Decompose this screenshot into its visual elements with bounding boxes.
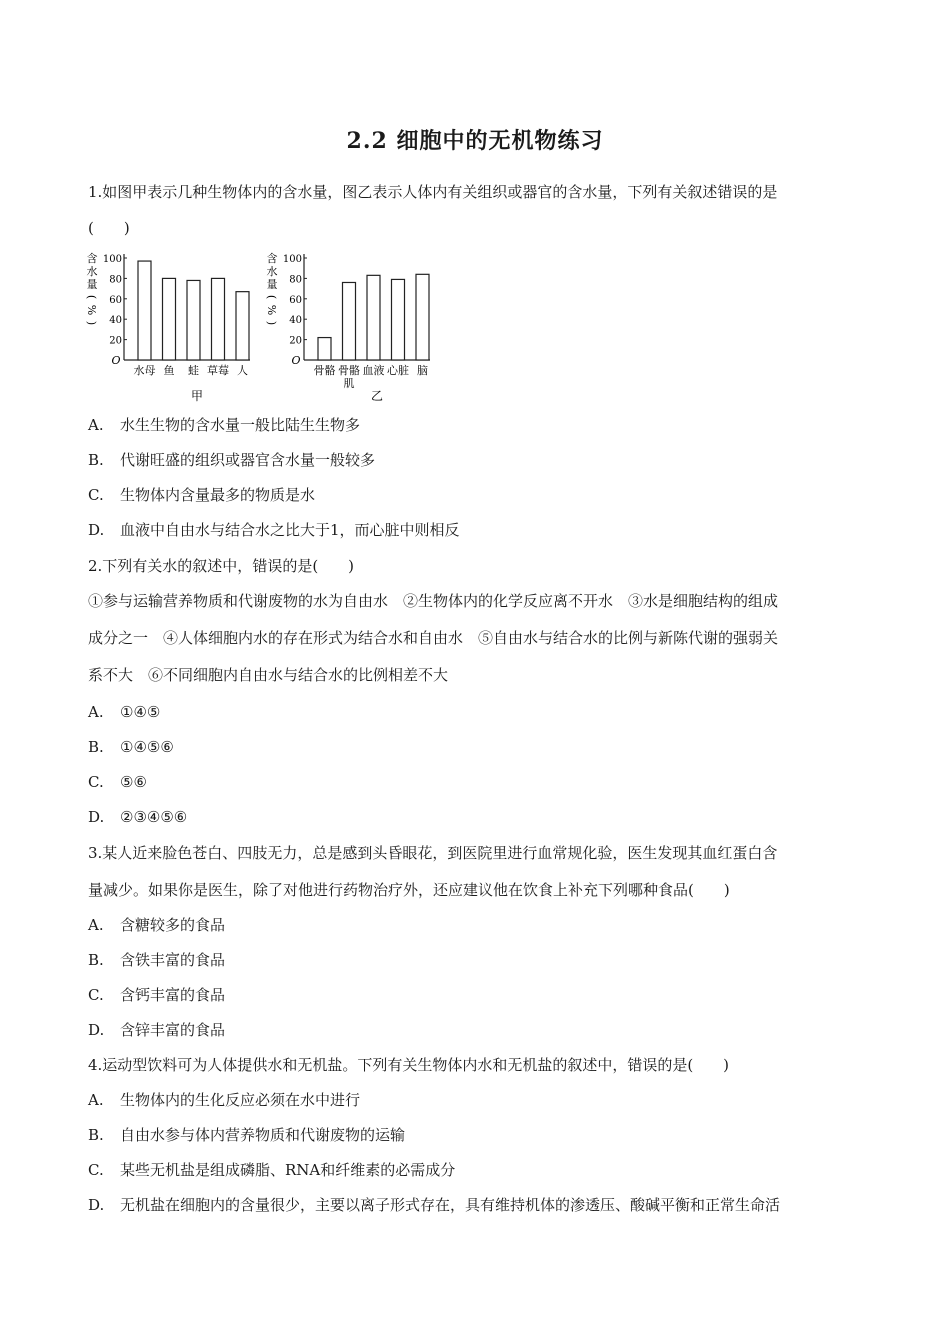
option-text: 含钙丰富的食品	[120, 986, 226, 1004]
option-text: 含糖较多的食品	[120, 916, 226, 934]
option-label: B.	[88, 451, 104, 469]
question-2-stem-line-3: 成分之一 ④人体细胞内水的存在形式为结合水和自由水 ⑤自由水与结合水的比例与新陈代谢的强弱关	[88, 629, 779, 647]
question-1-stem-line-1: 1.如图甲表示几种生物体内的含水量，图乙表示人体内有关组织或器官的含水量，下列有关叙述错误的是	[88, 183, 778, 201]
chart-a-y-tick-label: 40	[109, 315, 122, 327]
question-4-option-b[interactable]	[88, 1125, 878, 1145]
option-label: D.	[88, 521, 105, 539]
chart-b-origin-label: O	[291, 354, 301, 367]
chart-b-x-tick-label: 心脏	[387, 364, 409, 377]
option-label: A.	[88, 703, 104, 721]
chart-b-y-tick-label: 60	[289, 294, 302, 306]
chart-b-ylabel-char: 量	[266, 278, 278, 291]
option-label: B.	[88, 1126, 104, 1144]
question-3-option-a[interactable]	[88, 915, 878, 935]
chart-b-ylabel-char: 水	[266, 265, 278, 278]
option-label: C.	[88, 486, 104, 504]
chart-a-bar-5	[236, 292, 249, 360]
question-3-stem-line-1: 3.某人近来脸色苍白、四肢无力，总是感到头昏眼花，到医院里进行血常规化验，医生发现其血红蛋白含	[88, 844, 778, 862]
question-1-option-b[interactable]	[88, 450, 878, 470]
chart-a-x-tick-label: 水母	[133, 364, 156, 377]
question-1-stem-line-2: ( )	[88, 219, 130, 237]
chart-a-y-tick-label: 20	[109, 335, 122, 347]
option-text: 生物体内含量最多的物质是水	[120, 486, 316, 504]
chart-b-y-tick-label: 100	[282, 254, 302, 265]
question-2-option-a[interactable]	[88, 702, 878, 722]
chart-a-ylabel-char: %	[85, 304, 98, 316]
option-label: D.	[88, 808, 105, 826]
chart-b-x-tick-label-cont: 肌	[343, 377, 355, 390]
chart-b-y-tick-label: 40	[289, 315, 302, 327]
option-text: 自由水参与体内营养物质和代谢废物的运输	[120, 1126, 406, 1144]
chart-b-ylabel-char: )	[265, 320, 278, 326]
option-label: D.	[88, 1021, 105, 1039]
option-label: D.	[88, 1196, 105, 1214]
chart-a-ylabel-char: )	[85, 320, 98, 326]
question-2-option-c[interactable]	[88, 772, 878, 792]
question-4-stem-line-1: 4.运动型饮料可为人体提供水和无机盐。下列有关生物体内水和无机盐的叙述中，错误的是( )	[88, 1056, 730, 1074]
chart-a-caption: 甲	[190, 389, 204, 403]
option-label: A.	[88, 916, 104, 934]
chart-a-x-tick-label: 草莓	[207, 364, 229, 377]
chart-b-x-tick-label: 脑	[417, 364, 428, 377]
question-4-option-a[interactable]	[88, 1090, 878, 1110]
option-label: C.	[88, 1161, 104, 1179]
option-text: ②③④⑤⑥	[120, 808, 188, 826]
chart-a-x-tick-label: 人	[237, 364, 248, 377]
question-2-stem-line-4: 系不大 ⑥不同细胞内自由水与结合水的比例相差不大	[88, 666, 449, 684]
chart-b-bar-2	[343, 282, 356, 360]
option-text: 含铁丰富的食品	[120, 951, 226, 969]
question-1-option-d[interactable]	[88, 520, 878, 540]
option-label: C.	[88, 773, 104, 791]
chart-b-x-tick-label: 骨骼	[313, 364, 336, 377]
chart-a-y-tick-label: 60	[109, 294, 122, 306]
chart-a-ylabel-char: (	[85, 294, 98, 300]
chart-a-ylabel-char: 量	[86, 278, 98, 291]
option-text: ①④⑤	[120, 703, 161, 721]
chart-a-bar-3	[187, 280, 200, 360]
question-3-stem-line-2: 量减少。如果你是医生，除了对他进行药物治疗外，还应建议他在饮食上补充下列哪种食品( )	[88, 881, 730, 899]
water-content-charts	[82, 248, 462, 412]
chart-b-ylabel-char: 含	[266, 252, 278, 265]
option-text: ①④⑤⑥	[120, 738, 174, 756]
chart-a-ylabel-char: 含	[86, 252, 98, 265]
chart-b-y-tick-label: 80	[289, 274, 302, 286]
chart-a-y-tick-label: 100	[102, 254, 122, 265]
chart-b-ylabel-char: (	[265, 294, 278, 300]
chart-b-x-tick-label: 血液	[362, 364, 385, 377]
chart-b-caption: 乙	[370, 389, 384, 403]
option-label: A.	[88, 1091, 104, 1109]
question-2-option-d[interactable]	[88, 807, 878, 827]
option-text: 无机盐在细胞内的含量很少，主要以离子形式存在，具有维持机体的渗透压、酸碱平衡和正常生命活	[120, 1196, 781, 1214]
option-text: 生物体内的生化反应必须在水中进行	[120, 1091, 361, 1109]
chart-a-x-tick-label: 蛙	[188, 364, 199, 377]
option-text: ⑤⑥	[120, 773, 147, 791]
question-1-option-c[interactable]	[88, 485, 878, 505]
question-2-stem-line-1: 2.下列有关水的叙述中，错误的是( )	[88, 557, 355, 575]
option-label: C.	[88, 986, 104, 1004]
chart-b-bar-3	[367, 275, 380, 360]
question-4-option-d[interactable]	[88, 1195, 878, 1215]
option-text: 含锌丰富的食品	[120, 1021, 226, 1039]
option-text: 水生生物的含水量一般比陆生生物多	[120, 416, 361, 434]
chart-a-origin-label: O	[111, 354, 121, 367]
option-label: B.	[88, 738, 104, 756]
question-1-option-a[interactable]	[88, 415, 878, 435]
chart-a-ylabel-char: 水	[86, 265, 98, 278]
option-label: B.	[88, 951, 104, 969]
option-text: 代谢旺盛的组织或器官含水量一般较多	[120, 451, 376, 469]
chart-a-x-tick-label: 鱼	[163, 364, 175, 377]
chart-b-bar-1	[318, 338, 331, 360]
chart-b-y-tick-label: 20	[289, 335, 302, 347]
chart-a-bar-4	[212, 278, 225, 360]
page-title: 2.2 细胞中的无机物练习	[346, 128, 604, 154]
chart-a-y-tick-label: 80	[109, 274, 122, 286]
question-2-stem-line-2: ①参与运输营养物质和代谢废物的水为自由水 ②生物体内的化学反应离不开水 ③水是细胞结构的组成	[88, 592, 779, 610]
chart-b-ylabel-char: %	[265, 304, 278, 316]
option-text: 某些无机盐是组成磷脂、RNA和纤维素的必需成分	[120, 1161, 456, 1179]
question-3-option-b[interactable]	[88, 950, 878, 970]
chart-b-bar-4	[392, 279, 405, 360]
question-4-option-c[interactable]	[88, 1160, 878, 1180]
chart-a-bar-2	[163, 278, 176, 360]
option-text: 血液中自由水与结合水之比大于1，而心脏中则相反	[120, 521, 460, 539]
option-label: A.	[88, 416, 104, 434]
question-3-option-d[interactable]	[88, 1020, 878, 1040]
chart-b-bar-5	[416, 274, 429, 360]
chart-b-x-tick-label: 骨骼	[338, 364, 360, 377]
question-3-option-c[interactable]	[88, 985, 878, 1005]
question-2-option-b[interactable]	[88, 737, 878, 757]
chart-a-bar-1	[138, 261, 151, 360]
